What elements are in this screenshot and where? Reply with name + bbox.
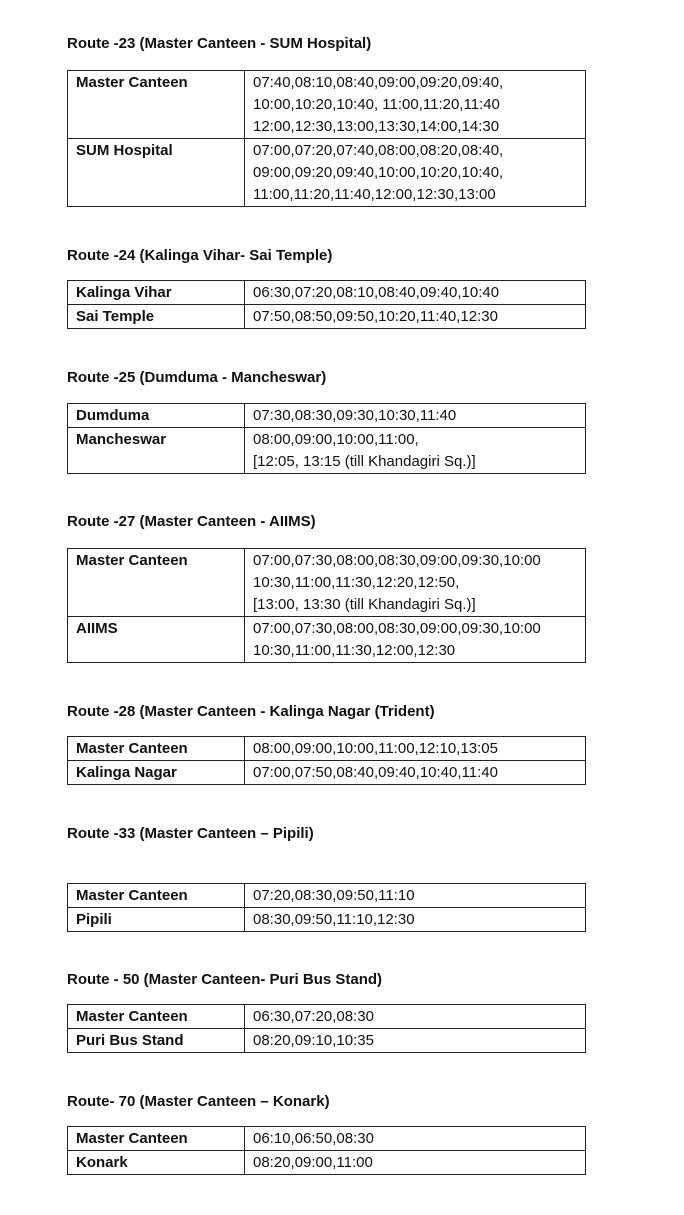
route-timetable bbox=[67, 1004, 586, 1053]
table-row bbox=[68, 139, 586, 207]
route-timetable bbox=[67, 883, 586, 932]
stop-name: Master Canteen bbox=[68, 1127, 245, 1151]
time-line: 10:30,11:00,11:30,12:20,12:50, bbox=[253, 574, 460, 591]
route-section bbox=[67, 35, 586, 207]
route-title: Route -25 (Dumduma - Mancheswar) bbox=[67, 369, 327, 386]
route-title: Route- 70 (Master Canteen – Konark) bbox=[67, 1093, 330, 1110]
table-row bbox=[68, 281, 586, 305]
table-row bbox=[68, 737, 586, 761]
departure-times bbox=[245, 884, 586, 908]
departure-times bbox=[245, 1005, 586, 1029]
time-line: 07:50,08:50,09:50,10:20,11:40,12:30 bbox=[253, 308, 498, 325]
time-line: 08:30,09:50,11:10,12:30 bbox=[253, 911, 415, 928]
time-line: 07:00,07:20,07:40,08:00,08:20,08:40, bbox=[253, 142, 504, 159]
time-line: 07:20,08:30,09:50,11:10 bbox=[253, 887, 415, 904]
stop-name: Pipili bbox=[68, 908, 245, 932]
table-row bbox=[68, 404, 586, 428]
time-line: 12:00,12:30,13:00,13:30,14:00,14:30 bbox=[253, 118, 500, 135]
time-line: 07:00,07:30,08:00,08:30,09:00,09:30,10:00 bbox=[253, 620, 541, 637]
time-line: 07:30,08:30,09:30,10:30,11:40 bbox=[253, 407, 457, 424]
departure-times bbox=[245, 71, 586, 139]
stop-name: SUM Hospital bbox=[68, 139, 245, 207]
route-title: Route -23 (Master Canteen - SUM Hospital) bbox=[67, 35, 372, 52]
departure-times bbox=[245, 1151, 586, 1175]
time-line: 10:30,11:00,11:30,12:00,12:30 bbox=[253, 642, 456, 659]
time-line: 07:40,08:10,08:40,09:00,09:20,09:40, bbox=[253, 74, 504, 91]
departure-times bbox=[245, 617, 586, 663]
stop-name: Master Canteen bbox=[68, 549, 245, 617]
route-timetable bbox=[67, 280, 586, 329]
time-line: 08:20,09:10,10:35 bbox=[253, 1032, 374, 1049]
route-title: Route - 50 (Master Canteen- Puri Bus Stand) bbox=[67, 971, 383, 988]
time-line: 08:00,09:00,10:00,11:00,12:10,13:05 bbox=[253, 740, 498, 757]
route-section bbox=[67, 825, 586, 932]
stop-name: Konark bbox=[68, 1151, 245, 1175]
departure-times bbox=[245, 428, 586, 474]
departure-times bbox=[245, 404, 586, 428]
table-row bbox=[68, 549, 586, 617]
table-row bbox=[68, 884, 586, 908]
departure-times bbox=[245, 1127, 586, 1151]
stop-name: Dumduma bbox=[68, 404, 245, 428]
departure-times bbox=[245, 281, 586, 305]
stop-name: Puri Bus Stand bbox=[68, 1029, 245, 1053]
departure-times bbox=[245, 139, 586, 207]
stop-name: Kalinga Nagar bbox=[68, 761, 245, 785]
stop-name: Master Canteen bbox=[68, 737, 245, 761]
route-timetable bbox=[67, 736, 586, 785]
stop-name: Master Canteen bbox=[68, 884, 245, 908]
stop-name: Master Canteen bbox=[68, 71, 245, 139]
time-line: 08:20,09:00,11:00 bbox=[253, 1154, 373, 1171]
departure-times bbox=[245, 761, 586, 785]
table-row bbox=[68, 908, 586, 932]
stop-name: AIIMS bbox=[68, 617, 245, 663]
time-line: 06:30,07:20,08:30 bbox=[253, 1008, 374, 1025]
table-row bbox=[68, 1127, 586, 1151]
time-line: 07:00,07:50,08:40,09:40,10:40,11:40 bbox=[253, 764, 498, 781]
time-line: 06:30,07:20,08:10,08:40,09:40,10:40 bbox=[253, 284, 500, 301]
route-section bbox=[67, 369, 586, 474]
route-title: Route -27 (Master Canteen - AIIMS) bbox=[67, 513, 316, 530]
departure-times bbox=[245, 549, 586, 617]
stop-name: Mancheswar bbox=[68, 428, 245, 474]
departure-times bbox=[245, 305, 586, 329]
time-line: 10:00,10:20,10:40, 11:00,11:20,11:40 bbox=[253, 96, 500, 113]
time-line: [13:00, 13:30 (till Khandagiri Sq.)] bbox=[253, 596, 476, 613]
time-line: 11:00,11:20,11:40,12:00,12:30,13:00 bbox=[253, 186, 496, 203]
table-row bbox=[68, 1151, 586, 1175]
time-line: 07:00,07:30,08:00,08:30,09:00,09:30,10:00 bbox=[253, 552, 541, 569]
route-section bbox=[67, 247, 586, 329]
table-row bbox=[68, 761, 586, 785]
table-row bbox=[68, 305, 586, 329]
route-timetable bbox=[67, 403, 586, 474]
stop-name: Kalinga Vihar bbox=[68, 281, 245, 305]
route-section bbox=[67, 513, 586, 663]
time-line: 08:00,09:00,10:00,11:00, bbox=[253, 431, 419, 448]
departure-times bbox=[245, 1029, 586, 1053]
table-row bbox=[68, 617, 586, 663]
table-row bbox=[68, 71, 586, 139]
route-title: Route -28 (Master Canteen - Kalinga Nagar (Trident) bbox=[67, 703, 435, 720]
stop-name: Master Canteen bbox=[68, 1005, 245, 1029]
route-section bbox=[67, 971, 586, 1053]
table-row bbox=[68, 428, 586, 474]
time-line: 09:00,09:20,09:40,10:00,10:20,10:40, bbox=[253, 164, 504, 181]
route-section bbox=[67, 703, 586, 785]
route-timetable bbox=[67, 70, 586, 207]
route-title: Route -24 (Kalinga Vihar- Sai Temple) bbox=[67, 247, 333, 264]
route-timetable bbox=[67, 548, 586, 663]
stop-name: Sai Temple bbox=[68, 305, 245, 329]
route-section bbox=[67, 1093, 586, 1175]
route-title: Route -33 (Master Canteen – Pipili) bbox=[67, 825, 314, 842]
departure-times bbox=[245, 737, 586, 761]
route-timetable bbox=[67, 1126, 586, 1175]
departure-times bbox=[245, 908, 586, 932]
table-row bbox=[68, 1005, 586, 1029]
time-line: 06:10,06:50,08:30 bbox=[253, 1130, 374, 1147]
table-row bbox=[68, 1029, 586, 1053]
time-line: [12:05, 13:15 (till Khandagiri Sq.)] bbox=[253, 453, 476, 470]
